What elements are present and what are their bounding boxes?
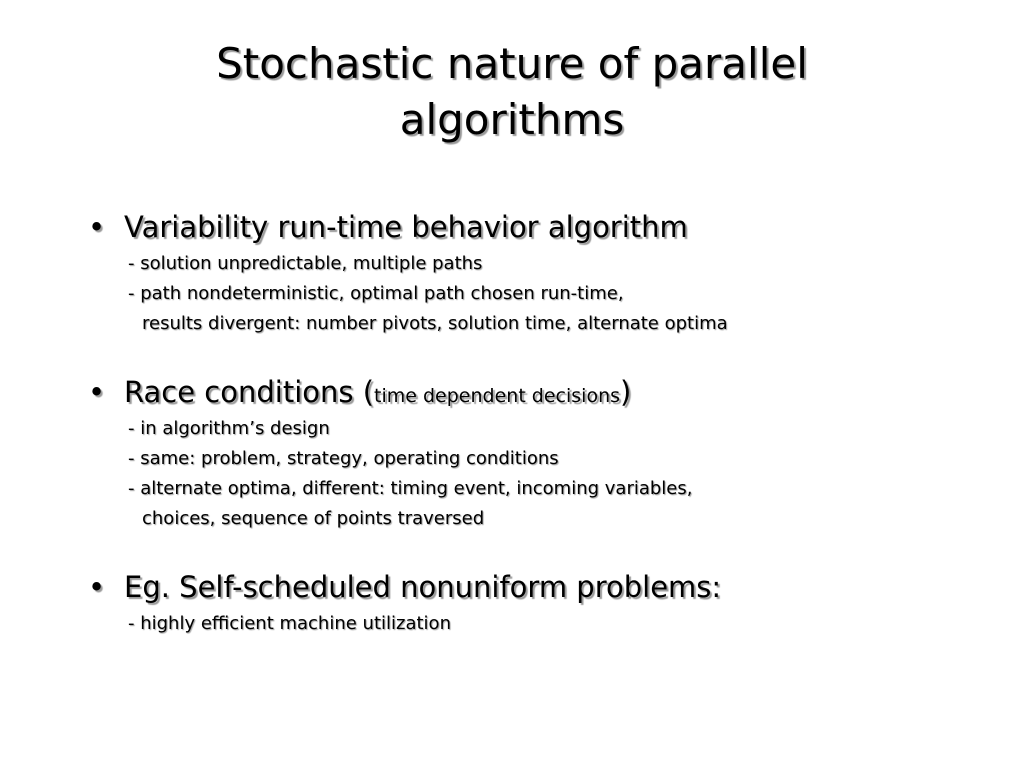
bullet-heading: Variability run-time behavior algorithm <box>124 210 688 244</box>
bullet-heading-end: ) <box>620 375 632 409</box>
bullet-heading <box>124 374 631 414</box>
bullet-heading-start: Race conditions ( <box>124 375 375 409</box>
bullet-subline: - alternate optima, different: timing event, incoming variables, <box>128 478 693 499</box>
bullet-subline-continued: results divergent: number pivots, solution time, alternate optima <box>142 313 728 334</box>
bullet-subline-continued: choices, sequence of points traversed <box>142 508 485 529</box>
bullet-marker: • <box>88 375 106 409</box>
bullet-heading: Eg. Self-scheduled nonuniform problems: <box>124 570 722 604</box>
slide-title <box>0 36 1024 148</box>
slide-title-line-2: algorithms <box>399 95 625 144</box>
bullet-subline: - highly efficient machine utilization <box>128 613 451 634</box>
bullet-marker: • <box>88 210 106 244</box>
slide-title-line-1: Stochastic nature of parallel <box>216 39 808 88</box>
bullet-subline: - solution unpredictable, multiple paths <box>128 253 483 274</box>
bullet-subline: - in algorithm’s design <box>128 418 330 439</box>
bullet-marker: • <box>88 570 106 604</box>
bullet-subline: - same: problem, strategy, operating conditions <box>128 448 559 469</box>
bullet-heading-small: time dependent decisions <box>374 385 621 407</box>
bullet-subline: - path nondeterministic, optimal path chosen run-time, <box>128 283 624 304</box>
